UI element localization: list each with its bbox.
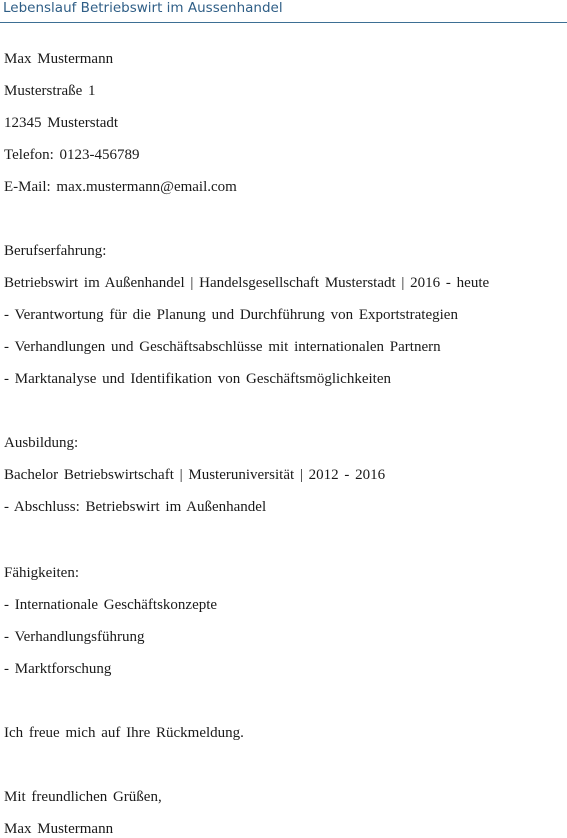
page-header	[0, 0, 567, 23]
experience-item: - Marktanalyse und Identifikation von Geschäftsmöglichkeiten	[4, 371, 391, 387]
contact-phone: Telefon: 0123-456789	[4, 147, 140, 163]
skills-item: - Verhandlungsführung	[4, 629, 145, 645]
contact-city: 12345 Musterstadt	[4, 115, 119, 131]
document-title: Lebenslauf Betriebswirt im Aussenhandel	[3, 0, 283, 16]
education-degree: Bachelor Betriebswirtschaft | Musteruniversität | 2012 - 2016	[4, 467, 386, 483]
education-heading: Ausbildung:	[4, 435, 79, 451]
skills-item: - Internationale Geschäftskonzepte	[4, 597, 218, 613]
education-item: - Abschluss: Betriebswirt im Außenhandel	[4, 499, 267, 515]
contact-street: Musterstraße 1	[4, 83, 96, 99]
closing-greeting: Mit freundlichen Grüßen,	[4, 789, 162, 805]
experience-item: - Verhandlungen und Geschäftsabschlüsse mit internationalen Partnern	[4, 339, 441, 355]
experience-item: - Verantwortung für die Planung und Durchführung von Exportstrategien	[4, 307, 458, 323]
closing-message: Ich freue mich auf Ihre Rückmeldung.	[4, 725, 244, 741]
skills-item: - Marktforschung	[4, 661, 112, 677]
experience-heading: Berufserfahrung:	[4, 243, 107, 259]
closing-signature: Max Mustermann	[4, 821, 114, 837]
skills-heading: Fähigkeiten:	[4, 565, 79, 581]
experience-position: Betriebswirt im Außenhandel | Handelsgesellschaft Musterstadt | 2016 - heute	[4, 275, 490, 291]
contact-name: Max Mustermann	[4, 51, 114, 67]
contact-email: E-Mail: max.mustermann@email.com	[4, 179, 237, 195]
